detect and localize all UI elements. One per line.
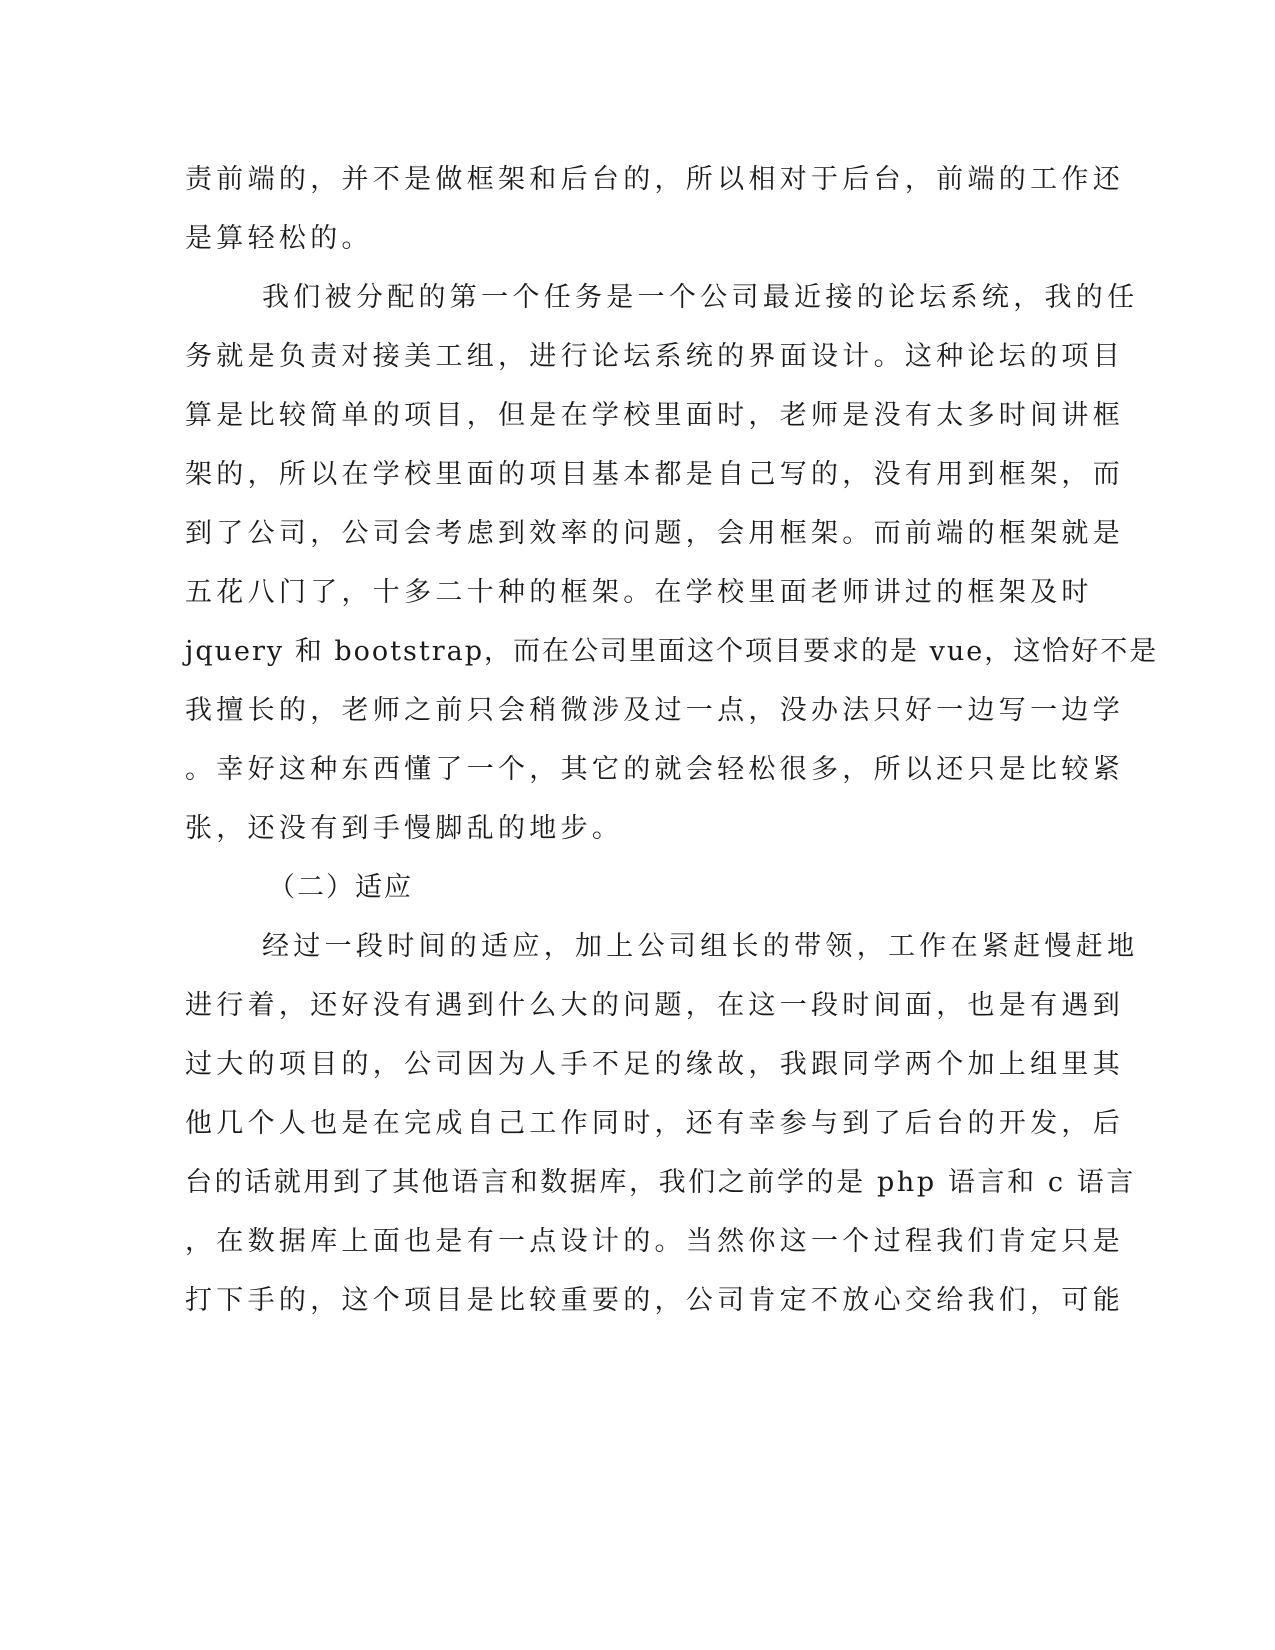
paragraph-line: 务就是负责对接美工组，进行论坛系统的界面设计。这种论坛的项目 [185, 341, 1124, 372]
paragraph-line: 张，还没有到手慢脚乱的地步。 [185, 813, 624, 844]
paragraph-line: 经过一段时间的适应，加上公司组长的带领，工作在紧赶慢赶地 [262, 931, 1139, 962]
paragraph-line: 台的话就用到了其他语言和数据库，我们之前学的是 php 语言和 c 语言 [185, 1167, 1137, 1198]
paragraph-line: 。幸好这种东西懂了一个，其它的就会轻松很多，所以还只是比较紧 [185, 754, 1124, 785]
paragraph-line: jquery 和 bootstrap，而在公司里面这个项目要求的是 vue，这恰好不是 [185, 636, 1159, 667]
paragraph-line: 打下手的，这个项目是比较重要的，公司肯定不放心交给我们，可能 [185, 1285, 1124, 1316]
paragraph-line: 到了公司，公司会考虑到效率的问题，会用框架。而前端的框架就是 [185, 518, 1124, 549]
paragraph-line: 过大的项目的，公司因为人手不足的缘故，我跟同学两个加上组里其 [185, 1049, 1124, 1080]
paragraph-line: ，在数据库上面也是有一点设计的。当然你这一个过程我们肯定只是 [185, 1226, 1124, 1257]
paragraph-line: 进行着，还好没有遇到什么大的问题，在这一段时间面，也是有遇到 [185, 990, 1124, 1021]
paragraph-line: 算是比较简单的项目，但是在学校里面时，老师是没有太多时间讲框 [185, 400, 1124, 431]
paragraph-line: 我们被分配的第一个任务是一个公司最近接的论坛系统，我的任 [262, 282, 1139, 313]
paragraph-line: 架的，所以在学校里面的项目基本都是自己写的，没有用到框架，而 [185, 459, 1124, 490]
paragraph-line: 五花八门了，十多二十种的框架。在学校里面老师讲过的框架及时 [185, 577, 1093, 608]
paragraph-line: 责前端的，并不是做框架和后台的，所以相对于后台，前端的工作还 [185, 164, 1124, 195]
paragraph-line: 他几个人也是在完成自己工作同时，还有幸参与到了后台的开发，后 [185, 1108, 1124, 1139]
paragraph-line: 我擅长的，老师之前只会稍微涉及过一点，没办法只好一边写一边学 [185, 695, 1124, 726]
paragraph-line: 是算轻松的。 [185, 223, 373, 254]
section-heading: （二）适应 [268, 872, 413, 903]
